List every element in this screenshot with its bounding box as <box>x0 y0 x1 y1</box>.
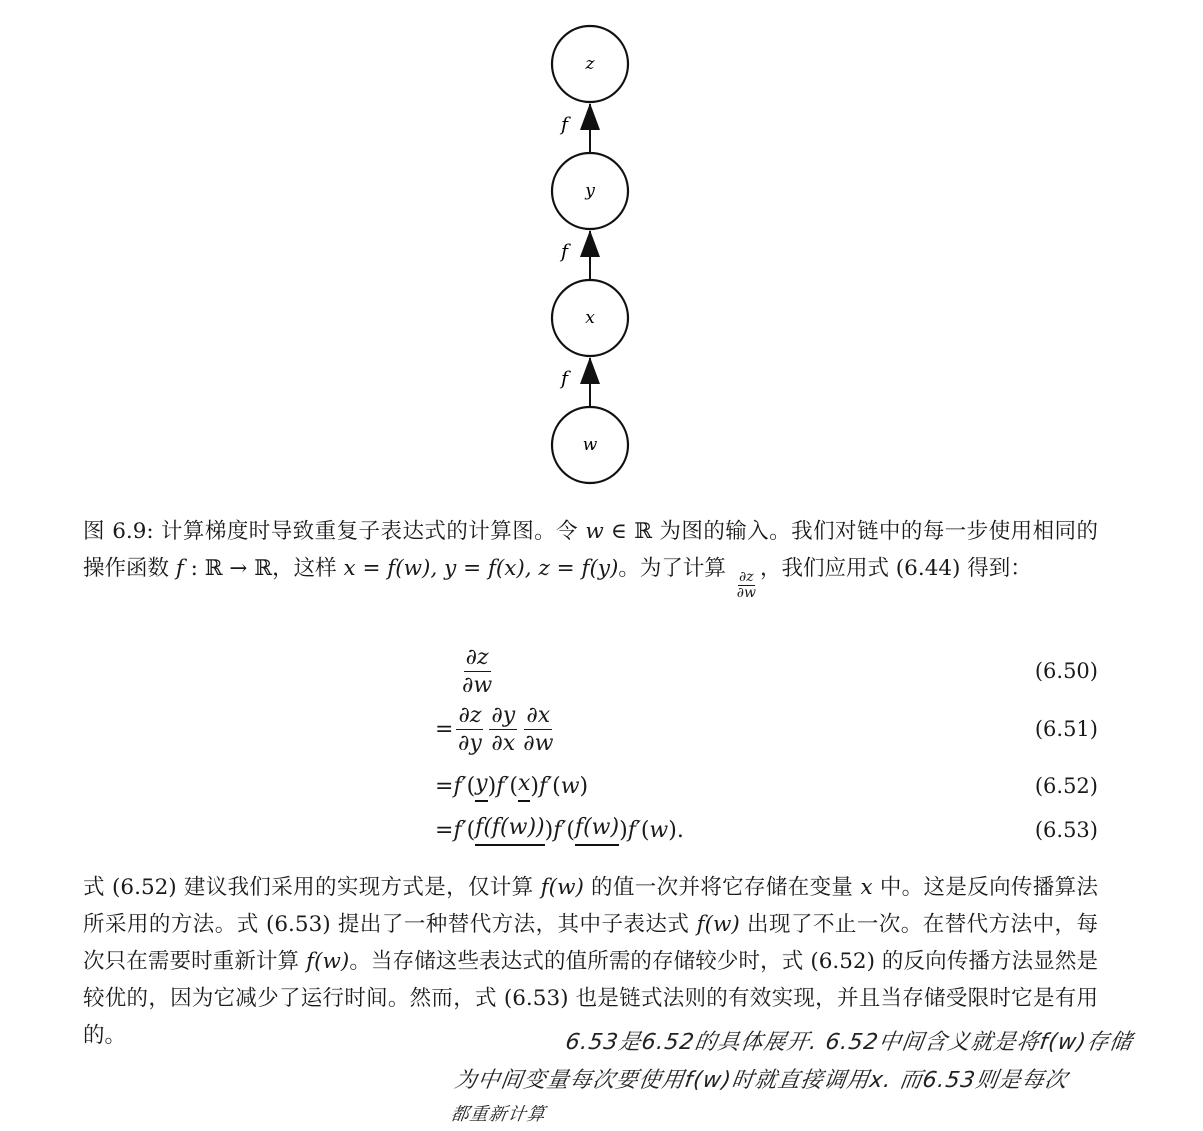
fraction-dz-dy: $\frac{\partial z}{\partial y}$ <box>458 702 482 756</box>
fraction-dz-dw: ∂z ∂w <box>462 644 493 698</box>
graph-edge-x-to-y <box>559 230 600 280</box>
equation-6-51: = $\frac{\partial z}{\partial y}$ ∂y ∂x ∂x ∂w (6.51) <box>435 702 1098 756</box>
svg-text:w: w <box>582 435 598 455</box>
graph-edge-w-to-x <box>559 357 600 407</box>
graph-node-x <box>552 280 628 356</box>
graph-node-w <box>552 407 628 483</box>
handwritten-note-line-1: 6.53是6.52的具体展开. 6.52中间含义就是将f(w)存储 <box>563 1030 1135 1055</box>
edge-label-f: f <box>561 113 569 136</box>
body-paragraph: 式 (6.52) 建议我们采用的实现方式是，仅计算 f(w) 的值一次并将它存储在变量 x 中。这是反向传播算法所采用的方法。式 (6.53) 提出了一种替代方法，其中子表达式 f(w) 出现了不止一次。在替代方法中，每次只在需要时重新计算 f(w)。当存储这些表达式的值所需的存储较少时，式 (6.52) 的反向传播方法显然是较优的，因为它减少了运行时间。然而，式 (6.53) 也是链式法则的有效实现，并且当存储受限时它是有用的。 <box>83 875 1098 1048</box>
svg-text:x: x <box>585 308 595 328</box>
handwritten-note-line-2: 为中间变量每次要使用f(w)时就直接调用x. 而6.53则是每次 <box>452 1068 1070 1093</box>
graph-node-z <box>552 26 628 102</box>
edge-label-f: f <box>561 240 569 263</box>
handwritten-note-line-3: 都重新计算 <box>449 1104 548 1125</box>
underlined-x: x <box>518 771 530 802</box>
equation-number: (6.50) <box>1034 659 1098 683</box>
fraction-dy-dx: ∂y ∂x <box>491 702 516 756</box>
graph-node-y <box>552 153 628 229</box>
figure-caption: 图 6.9: 计算梯度时导致重复子表达式的计算图。令 w ∈ ℝ 为图的输入。我们对链中的每一步使用相同的操作函数 f : ℝ → ℝ，这样 x = f(w), y = f(x), z = f(y)。为了计算 $\frac{\partial z}{\partial w}$ ，我们应用式 (6.44) 得到： <box>83 519 1099 602</box>
svg-text:z: z <box>585 54 595 74</box>
equation-6-53: = f′ ( f(f(w)) ) f′ ( f(w) ) f′ ( w ) . (6.53) <box>435 810 1098 850</box>
equation-6-50 <box>435 646 1098 696</box>
caption-fraction: $\frac{\partial z}{\partial w}$ <box>736 569 756 602</box>
equation-number: (6.52) <box>1034 774 1098 798</box>
underlined-fw: f(w) <box>575 815 619 846</box>
equation-6-52: = f′ ( y ) f′ ( x ) f′ ( w ) (6.52) <box>435 766 1098 806</box>
underlined-y: y <box>475 771 487 802</box>
equation-number: (6.51) <box>1034 717 1098 741</box>
graph-edge-y-to-z <box>559 103 600 153</box>
computational-graph <box>0 0 1203 500</box>
caption-label: 图 6.9: <box>83 519 154 544</box>
svg-text:y: y <box>585 181 595 201</box>
fraction-dx-dw: ∂x ∂w <box>523 702 554 756</box>
equation-number: (6.53) <box>1034 818 1098 842</box>
underlined-ffw: f(f(w)) <box>475 815 544 846</box>
edge-label-f: f <box>561 367 569 390</box>
